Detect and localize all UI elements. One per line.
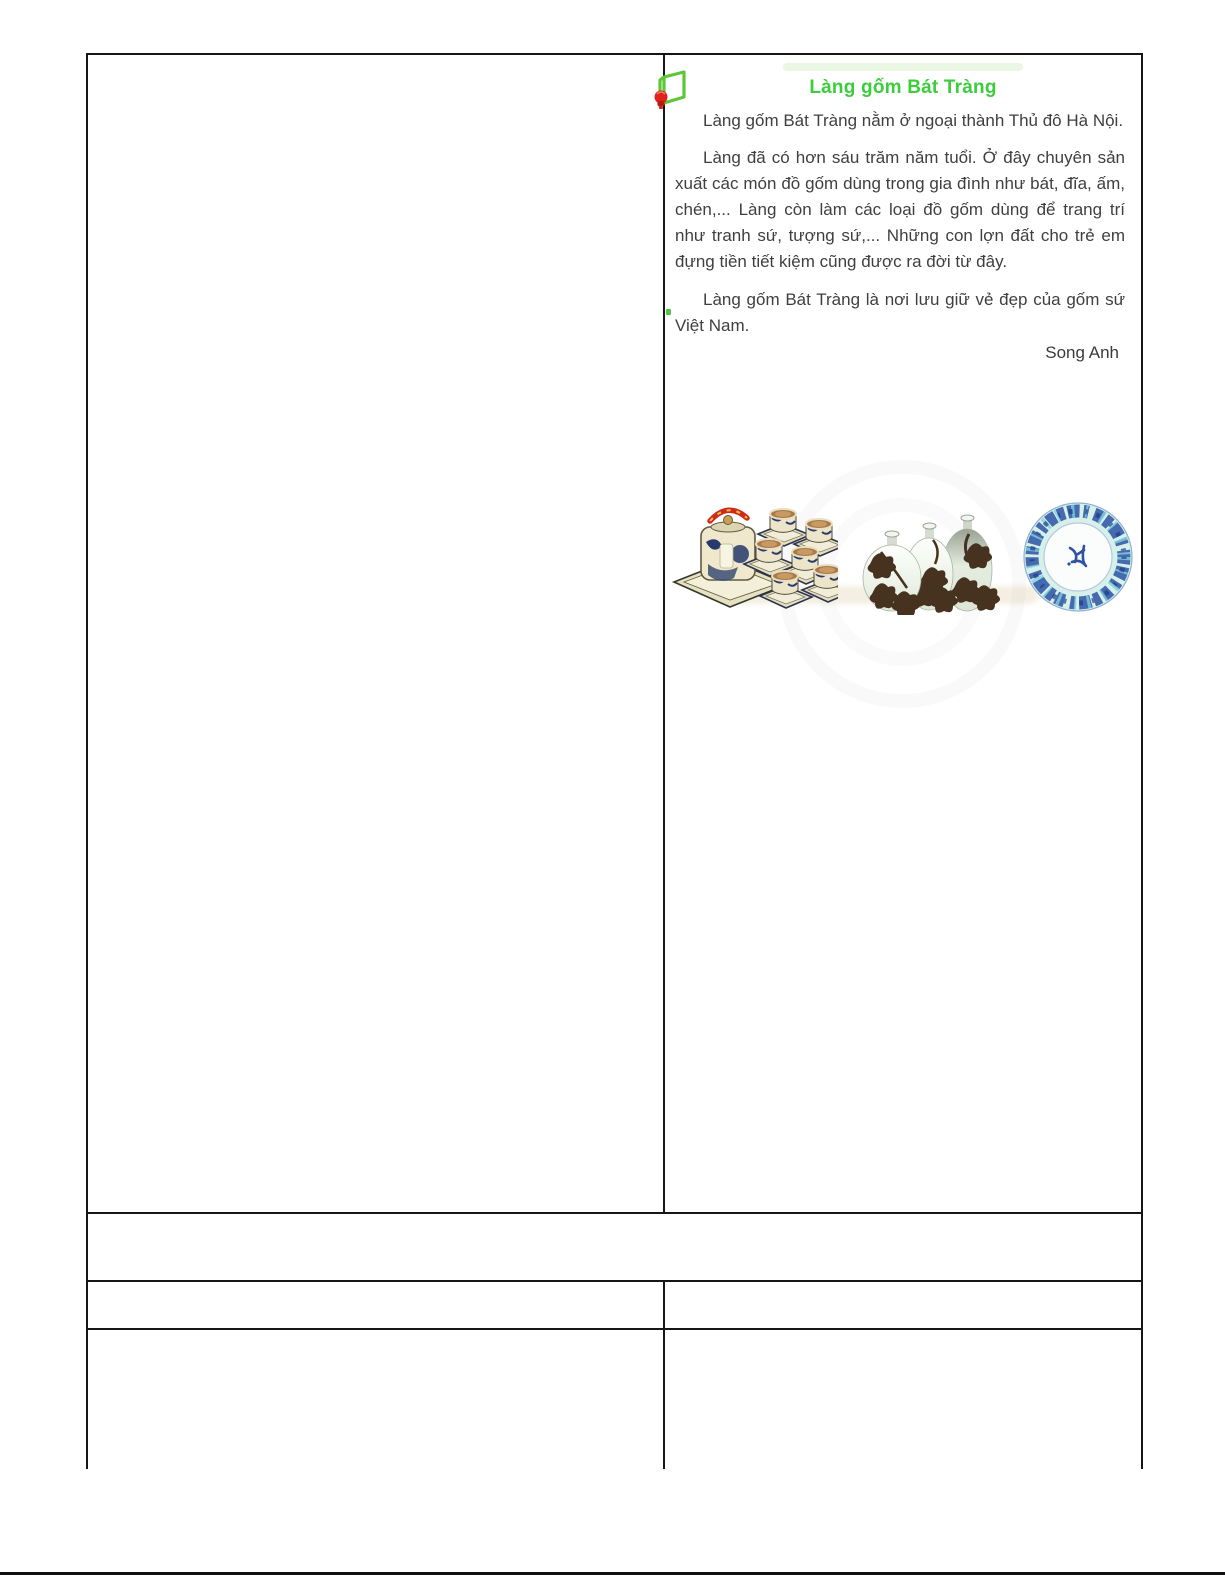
- ceramic-vases-photo: [857, 500, 1002, 620]
- table-row: [88, 1282, 1141, 1330]
- empty-merged-cell: [88, 1214, 1141, 1280]
- empty-left-cell: [88, 1282, 665, 1328]
- passage-paragraph: Làng gốm Bát Tràng nằm ở ngoại thành Thủ đô Hà Nội.: [703, 111, 1124, 130]
- empty-right-cell: [665, 1330, 1141, 1469]
- ceramic-plate-photo: [1020, 500, 1136, 620]
- green-bullet-mark: [666, 309, 671, 315]
- ceramic-tea-set-photo: [668, 500, 838, 620]
- table-row-merged: [88, 1214, 1141, 1282]
- empty-right-cell: [665, 1282, 1141, 1328]
- reading-passage: [665, 55, 1141, 1212]
- passage-cell: [665, 55, 1141, 1212]
- lamp-bulb: [655, 91, 668, 110]
- passage-author: Song Anh: [1045, 343, 1119, 362]
- passage-body: [665, 108, 1141, 366]
- table-row: [88, 55, 1141, 1214]
- passage-title: Làng gốm Bát Tràng: [809, 77, 997, 98]
- reading-book-lamp-icon: [651, 67, 691, 115]
- empty-left-cell: [88, 1330, 665, 1469]
- worksheet-table: [86, 53, 1143, 1469]
- passage-paragraph: Làng gốm Bát Tràng là nơi lưu giữ vẻ đẹp của gốm sứ Việt Nam.: [675, 290, 1125, 335]
- table-row: [88, 1330, 1141, 1469]
- highlight-smudge: [783, 63, 1023, 71]
- passage-paragraph: Làng đã có hơn sáu trăm năm tuổi. Ở đây chuyên sản xuất các món đồ gốm dùng trong gia đình như bát, đĩa, ấm, chén,... Làng còn làm các loại đồ gốm dùng để trang trí như tranh sứ, tượng sứ,... Những con lợn đất cho trẻ em đựng tiền tiết kiệm cũng được ra đời từ đây.: [675, 148, 1125, 271]
- page-bottom-rule: [0, 1572, 1225, 1575]
- ceramics-photo-strip: [668, 500, 1136, 620]
- empty-left-cell: [88, 55, 665, 1212]
